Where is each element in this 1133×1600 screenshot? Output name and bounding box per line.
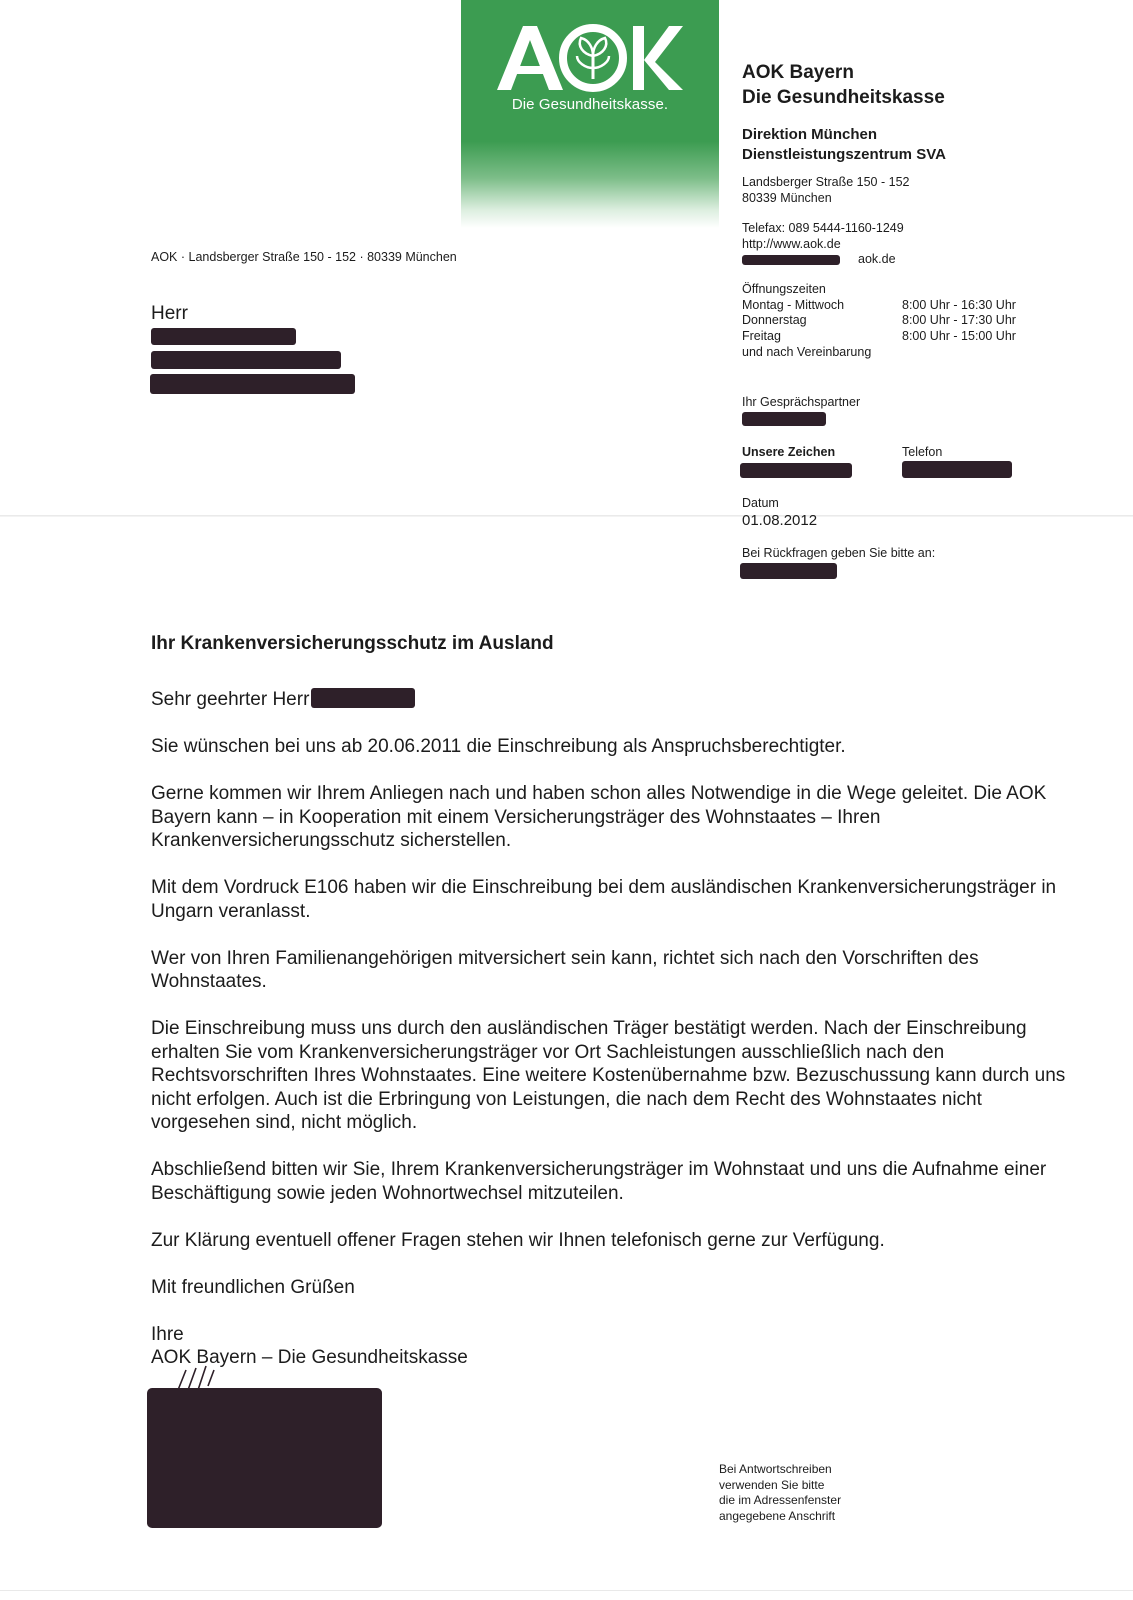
hours-day: Freitag (742, 328, 781, 343)
paragraph: Gerne kommen wir Ihrem Anliegen nach und haben schon alles Notwendige in die Wege geleitet. Die AOK Bayern kann – in Kooperation mit einem Versicherungsträger des Wohnstaates – Ihren Krankenversicherungsschutz sicherstellen. (151, 783, 1047, 851)
aok-logo-icon (497, 24, 683, 94)
hours-extra: und nach Vereinbarung (742, 344, 872, 359)
closing: Mit freundlichen Grüßen (151, 1276, 355, 1298)
reference-label: Unsere Zeichen (742, 445, 836, 459)
fax-number: Telefax: 089 5444-1160-1249 (742, 221, 904, 235)
date-label: Datum (742, 496, 779, 510)
redaction-signature (147, 1388, 382, 1528)
letterhead-info (742, 60, 1082, 360)
redaction-reference (740, 463, 852, 478)
footer-note (719, 1462, 841, 1524)
signature-line2: AOK Bayern – Die Gesundheitskasse (151, 1347, 468, 1368)
hours-day: Donnerstag (742, 313, 807, 327)
opening-hours-table (742, 298, 1082, 345)
sender-line: AOK · Landsberger Straße 150 - 152 · 80339 München (151, 250, 457, 264)
phone-label: Telefon (902, 445, 943, 459)
paragraph: Die Einschreibung muss uns durch den ausländischen Träger bestätigt werden. Nach der Einschreibung erhalten Sie vom Krankenversicherungsträger vor Ort Sachleistungen ausschließlich nach den Rechtsvorschriften Ihres Wohnstaates. Eine weitere Kostenübernahme bzw. Bezuschussung kann durch uns nicht erfolgen. Auch ist die Erbringung von Leistungen, die nach dem Recht des Wohnstaates nicht vorgesehen sind, nicht möglich. (151, 1018, 1066, 1133)
paragraph: Abschließend bitten wir Sie, Ihrem Krankenversicherungsträger im Wohnstaat und uns die Aufnahme einer Beschäftigung sowie jeden Wohnortwechsel mitzuteilen. (151, 1159, 1047, 1204)
signature-line1: Ihre (151, 1323, 184, 1345)
recipient-salutation: Herr (151, 303, 188, 324)
paragraph: Zur Klärung eventuell offener Fragen stehen wir Ihnen telefonisch gerne zur Verfügung. (151, 1229, 885, 1251)
letter-greeting (151, 688, 1081, 712)
logo-tagline: Die Gesundheitskasse. (511, 96, 669, 113)
address-city: 80339 München (742, 190, 832, 205)
letter-subject: Ihr Krankenversicherungsschutz im Ausland (151, 633, 554, 654)
hours-time: 8:00 Uhr - 15:00 Uhr (902, 328, 1016, 343)
paragraph: Mit dem Vordruck E106 haben wir die Einschreibung bei dem ausländischen Krankenversicherungsträger in Ungarn veranlasst. (151, 877, 1057, 922)
letter-body (151, 688, 1081, 1370)
email-domain: aok.de (858, 252, 896, 266)
redaction-recipient-name (151, 328, 296, 345)
greeting-text: Sehr geehrter Herr (151, 689, 310, 710)
redaction-greeting-name (311, 688, 415, 708)
redaction-inquiry (740, 563, 837, 579)
redaction-recipient-street (151, 351, 341, 369)
contact-label: Ihr Gesprächspartner (742, 395, 861, 409)
org-subtitle: Die Gesundheitskasse (742, 87, 945, 108)
inquiry-label: Bei Rückfragen geben Sie bitte an: (742, 546, 936, 560)
website-link[interactable]: http://www.aok.de (742, 236, 841, 251)
redaction-contact (742, 412, 826, 426)
address-street: Landsberger Straße 150 - 152 (742, 175, 910, 189)
hours-time: 8:00 Uhr - 17:30 Uhr (902, 313, 1016, 327)
redaction-phone (902, 461, 1012, 478)
redaction-email (742, 255, 840, 265)
opening-hours-title: Öffnungszeiten (742, 282, 826, 296)
department-unit: Dienstleistungszentrum SVA (742, 146, 946, 163)
footer-line: verwenden Sie bitte (719, 1477, 825, 1492)
redaction-recipient-city (150, 374, 355, 394)
paragraph: Sie wünschen bei uns ab 20.06.2011 die Einschreibung als Anspruchsberechtigter. (151, 736, 846, 757)
paragraph: Wer von Ihren Familienangehörigen mitversichert sein kann, richtet sich nach den Vorschriften des Wohnstaates. (151, 947, 979, 992)
hours-day: Montag - Mittwoch (742, 297, 845, 312)
footer-line: angegebene Anschrift (719, 1508, 836, 1523)
email-line (742, 252, 1082, 268)
date-value: 01.08.2012 (742, 512, 818, 529)
footer-line: die im Adressenfenster (719, 1493, 842, 1507)
paper-fold-line (0, 515, 1133, 517)
hours-time: 8:00 Uhr - 16:30 Uhr (902, 297, 1016, 312)
aok-logo-block (461, 0, 719, 228)
org-name: AOK Bayern (742, 62, 854, 83)
paper-edge-line (0, 1590, 1133, 1591)
department-name: Direktion München (742, 126, 878, 143)
footer-line: Bei Antwortschreiben (719, 1462, 832, 1476)
